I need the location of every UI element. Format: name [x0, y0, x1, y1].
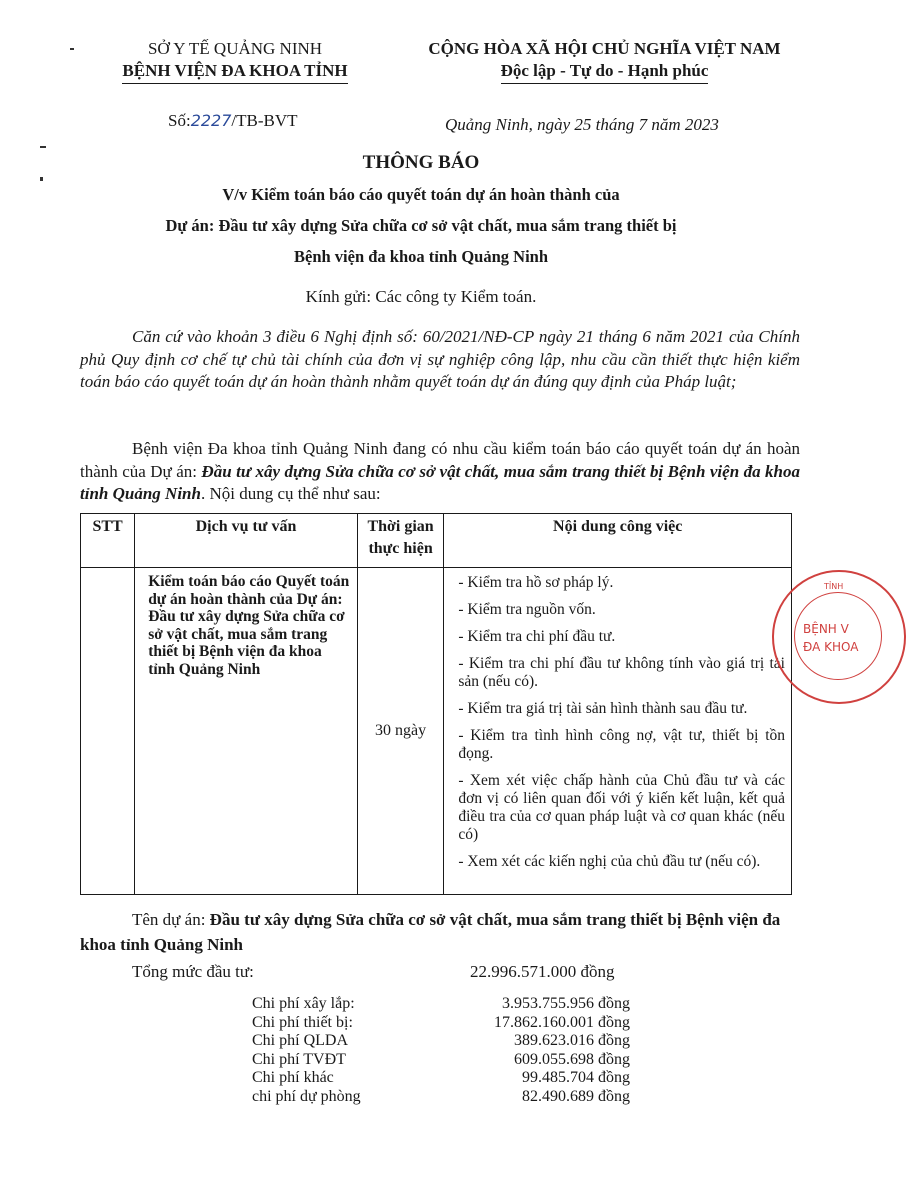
cell-service: Kiểm toán báo cáo Quyết toán dự án hoàn thành của Dự án: Đầu tư xây dựng Sửa chữa cơ sở vật chất, mua sắm trang thiết bị Bệnh viện đa khoa tỉnh Quảng Ninh	[135, 568, 358, 895]
motto: Độc lập - Tự do - Hạnh phúc	[501, 60, 709, 84]
cell-time: 30 ngày	[357, 568, 444, 895]
task-item: - Kiểm tra giá trị tài sản hình thành sau đầu tư.	[458, 700, 748, 717]
cost-label: Chi phí QLDA	[252, 1032, 348, 1049]
recipient: Kính gửi: Các công ty Kiểm toán.	[305, 287, 537, 306]
subject-line-3: Bệnh viện đa khoa tỉnh Quảng Ninh	[293, 247, 549, 266]
cell-stt	[81, 568, 135, 895]
cell-tasks	[444, 568, 792, 895]
subject-line-1: V/v Kiểm toán báo cáo quyết toán dự án hoàn thành của	[222, 185, 620, 204]
document-title: THÔNG BÁO	[362, 152, 480, 173]
table-row	[81, 568, 792, 895]
cost-row	[252, 1051, 630, 1070]
header-time: Thời gian thực hiện	[357, 514, 444, 568]
document-number: Số:2227/TB-BVT	[168, 111, 298, 130]
stamp-line-2: ĐA KHOA	[803, 640, 859, 654]
place-date: Quảng Ninh, ngày 25 tháng 7 năm 2023	[445, 115, 719, 134]
cost-label: Chi phí xây lắp:	[252, 995, 355, 1012]
hospital-name: BỆNH VIỆN ĐA KHOA TỈNH	[122, 60, 347, 84]
task-item: - Kiểm tra chi phí đầu tư.	[458, 628, 616, 645]
task-list	[458, 574, 785, 871]
cost-row	[252, 1032, 630, 1051]
cost-row	[252, 1014, 630, 1033]
red-seal-stamp	[772, 570, 906, 704]
project-paragraph: Tên dự án: Đầu tư xây dựng Sửa chữa cơ sở vật chất, mua sắm trang thiết bị Bệnh viện đa khoa tỉnh Quảng Ninh	[80, 910, 781, 954]
header-stt: STT	[81, 514, 135, 568]
scan-mark	[70, 48, 74, 50]
cost-value: 609.055.698 đồng	[514, 1050, 630, 1068]
cost-value: 17.862.160.001 đồng	[494, 1013, 630, 1031]
stamp-top-text: TỈNH	[824, 582, 844, 591]
task-item: - Kiểm tra chi phí đầu tư không tính vào giá trị tài sản (nếu có).	[458, 655, 785, 690]
task-item: - Kiểm tra tình hình công nợ, vật tư, thiết bị tồn đọng.	[458, 727, 785, 762]
request-paragraph: Bệnh viện Đa khoa tỉnh Quảng Ninh đang có nhu cầu kiểm toán báo cáo quyết toán dự án hoàn thành của Dự án: Đầu tư xây dựng Sửa chữa cơ sở vật chất, mua sắm trang thiết bị Bệnh viện đa khoa tỉnh Quảng Ninh. Nội dung cụ thể như sau:	[80, 439, 800, 503]
cost-label: chi phí dự phòng	[252, 1087, 361, 1105]
cost-value: 389.623.016 đồng	[514, 1032, 630, 1049]
cost-row	[252, 1088, 630, 1107]
cost-label: Chi phí TVĐT	[252, 1050, 346, 1068]
project-name: Đầu tư xây dựng Sửa chữa cơ sở vật chất, mua sắm trang thiết bị Bệnh viện đa khoa tỉnh Quảng Ninh	[80, 910, 781, 954]
legal-basis-paragraph: Căn cứ vào khoản 3 điều 6 Nghị định số: 60/2021/NĐ-CP ngày 21 tháng 6 năm 2021 của Chính phủ Quy định cơ chế tự chủ tài chính của đơn vị sự nghiệp công lập, nhu cầu cần thiết thực hiện kiểm toán báo cáo quyết toán dự án hoàn thành nhằm quyết toán dự án đúng quy định của Pháp luật;	[80, 327, 800, 391]
task-item: - Xem xét các kiến nghị của chủ đầu tư (nếu có).	[458, 853, 761, 870]
cost-label: Chi phí thiết bị:	[252, 1013, 353, 1031]
issuing-agency	[80, 38, 390, 84]
handwritten-number: 2227	[190, 111, 232, 130]
table-header-row	[81, 514, 792, 568]
header-service: Dịch vụ tư vấn	[135, 514, 358, 568]
cost-value: 99.485.704 đồng	[522, 1069, 630, 1086]
task-item: - Kiểm tra nguồn vốn.	[458, 601, 596, 618]
scan-mark	[40, 177, 43, 181]
subject-line-2: Dự án: Đầu tư xây dựng Sửa chữa cơ sở vật chất, mua sắm trang thiết bị	[165, 216, 677, 235]
task-item: - Kiểm tra hồ sơ pháp lý.	[458, 574, 614, 591]
cost-value: 82.490.689 đồng	[522, 1087, 630, 1105]
ministry-name: SỞ Y TẾ QUẢNG NINH	[147, 39, 323, 58]
cost-breakdown	[252, 995, 630, 1106]
task-item: - Xem xét việc chấp hành của Chủ đầu tư và các đơn vị có liên quan đối với ý kiến kết luận, kết quả điều tra của cơ quan pháp luật và cơ quan khác (nếu có)	[458, 772, 785, 843]
cost-row	[252, 995, 630, 1014]
stamp-line-1: BỆNH V	[803, 622, 849, 636]
scan-mark	[40, 146, 46, 148]
country-name: CỘNG HÒA XÃ HỘI CHỦ NGHĨA VIỆT NAM	[428, 39, 781, 58]
project-name-inline: Đầu tư xây dựng Sửa chữa cơ sở vật chất, mua sắm trang thiết bị Bệnh viện đa khoa tỉnh Quảng Ninh	[80, 461, 800, 503]
services-table	[80, 513, 792, 895]
cost-label: Chi phí khác	[252, 1069, 334, 1086]
national-motto	[392, 38, 817, 84]
total-value: 22.996.571.000 đồng	[470, 962, 615, 981]
cost-value: 3.953.755.956 đồng	[502, 995, 630, 1012]
header-content: Nội dung công việc	[444, 514, 792, 568]
total-label: Tổng mức đầu tư:	[132, 962, 254, 981]
cost-row	[252, 1069, 630, 1088]
